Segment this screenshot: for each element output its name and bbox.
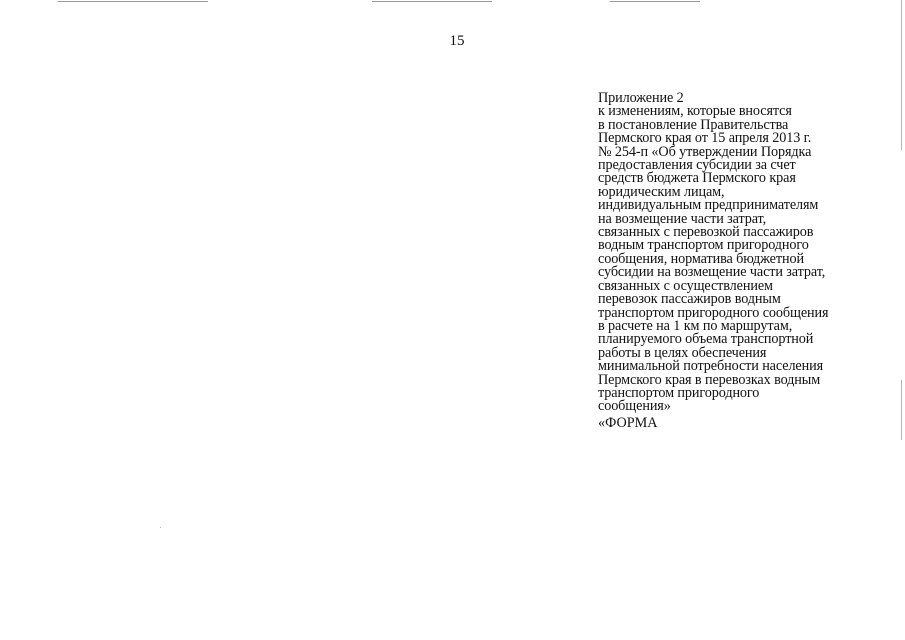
- appendix-line: индивидуальным предпринимателям: [598, 197, 819, 214]
- appendix-line: Пермского края в перевозках водным: [598, 371, 821, 388]
- appendix-line: Пермского края от 15 апреля 2013 г.: [598, 130, 812, 147]
- appendix-line: планируемого объема транспортной: [598, 331, 814, 348]
- appendix-line: сообщения, норматива бюджетной: [598, 250, 804, 267]
- page-number: 15: [449, 33, 465, 49]
- scan-artifact: [58, 1, 208, 2]
- appendix-line: юридическим лицам,: [598, 183, 725, 200]
- appendix-line: минимальной потребности населения: [598, 358, 824, 375]
- appendix-line: водным транспортом пригородного: [598, 237, 809, 254]
- appendix-line: связанных с перевозкой пассажиров: [598, 224, 814, 241]
- scan-artifact: [901, 0, 902, 150]
- scan-artifact: [901, 380, 902, 440]
- appendix-line: субсидии на возмещение части затрат,: [598, 264, 826, 281]
- appendix-line: сообщения»: [598, 398, 671, 415]
- appendix-line: в постановление Правительства: [598, 116, 789, 133]
- form-heading: «ФОРМА: [598, 415, 658, 431]
- appendix-line: в расчете на 1 км по маршрутам,: [598, 317, 793, 334]
- appendix-line: работы в целях обеспечения: [598, 344, 767, 361]
- appendix-line: транспортом пригородного сообщения: [598, 304, 829, 321]
- scan-artifact: [372, 1, 492, 2]
- scan-artifact: [160, 527, 161, 528]
- appendix-line: Приложение 2: [598, 90, 684, 106]
- appendix-line: на возмещение части затрат,: [598, 210, 767, 227]
- appendix-line: транспортом пригородного: [598, 384, 760, 401]
- appendix-line: связанных с осуществлением: [598, 277, 773, 294]
- appendix-line: к изменениям, которые вносятся: [598, 103, 792, 120]
- appendix-line: средств бюджета Пермского края: [598, 170, 796, 187]
- appendix-line: перевозок пассажиров водным: [598, 291, 781, 308]
- appendix-header-block: [598, 92, 858, 414]
- appendix-line: № 254-п «Об утверждении Порядка: [598, 143, 812, 160]
- scan-artifact: [610, 1, 700, 2]
- appendix-line: предоставления субсидии за счет: [598, 157, 796, 174]
